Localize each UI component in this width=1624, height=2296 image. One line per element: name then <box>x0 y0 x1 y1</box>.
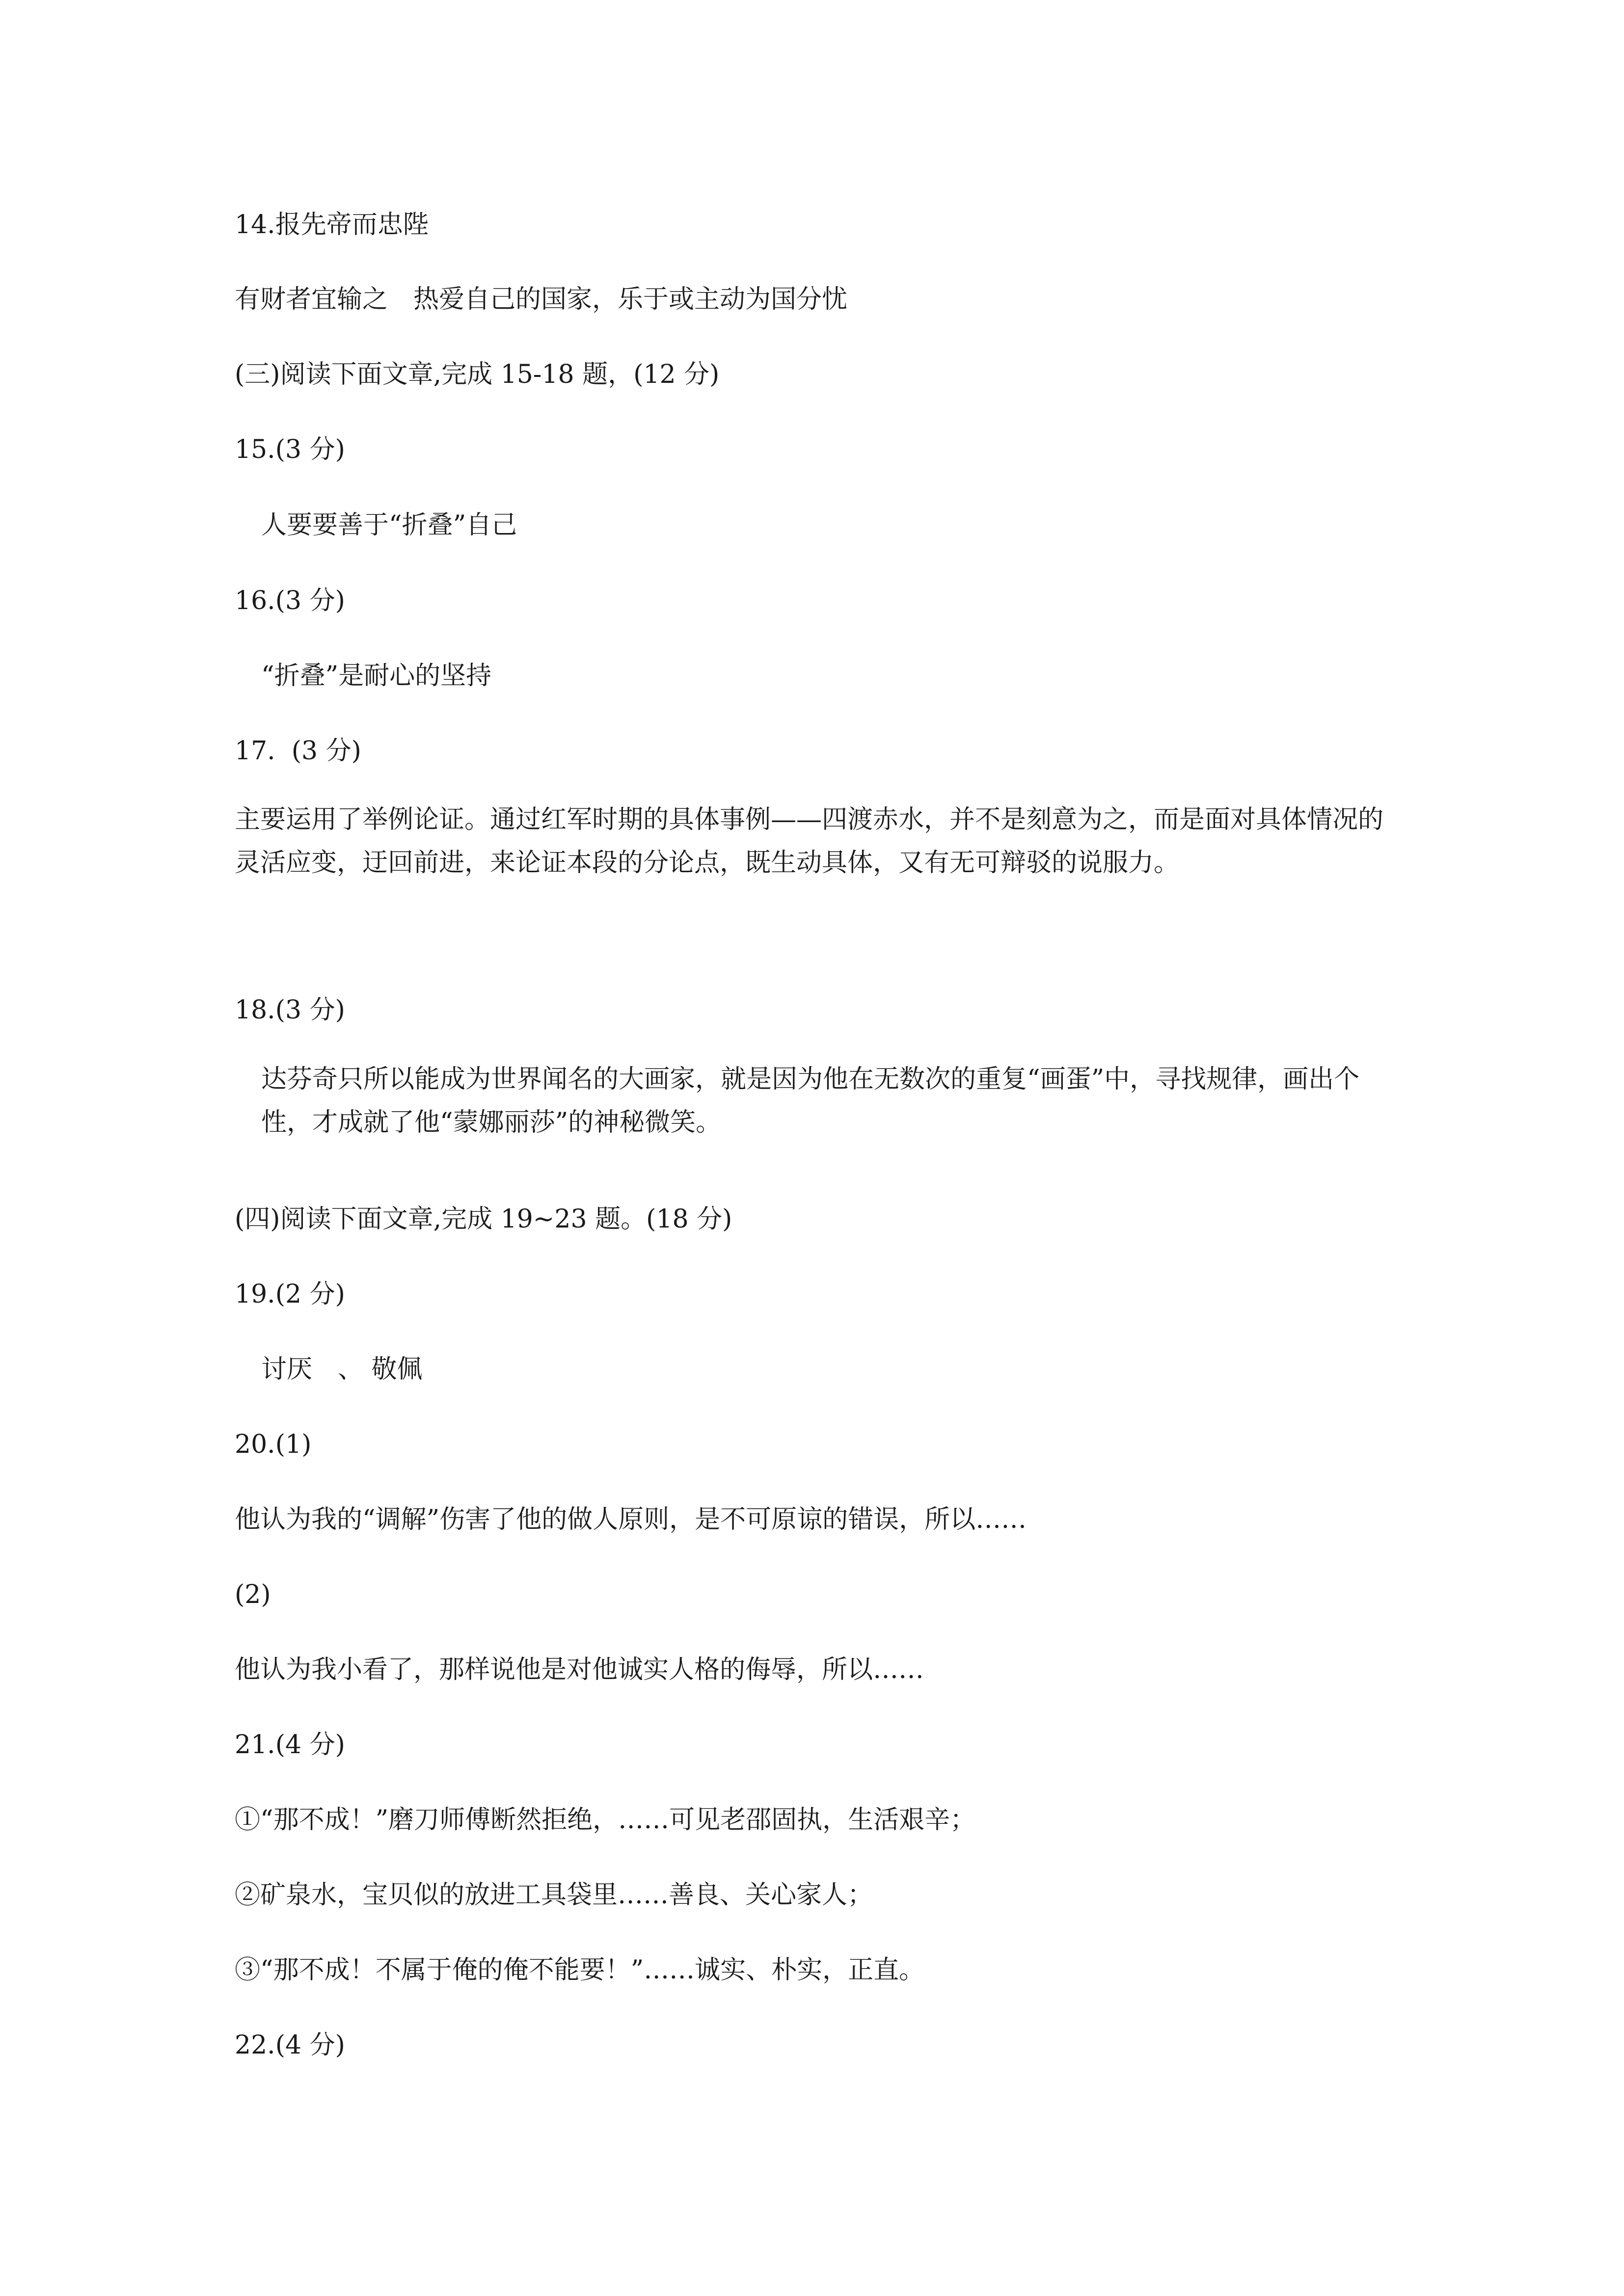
answer-21-item-1: ①“那不成！”磨刀师傅断然拒绝，……可见老邵固执，生活艰辛； <box>235 1805 976 1835</box>
question-20-1-label: 20.(1) <box>235 1430 312 1459</box>
question-19-label: 19.(2 分) <box>235 1280 345 1309</box>
answer-20-1: 他认为我的“调解”伤害了他的做人原则，是不可原谅的错误，所以…… <box>235 1505 1027 1534</box>
answer-21-item-3: ③“那不成！不属于俺的俺不能要！”……诚实、朴实，正直。 <box>235 1955 925 1985</box>
answer-18: 达芬奇只所以能成为世界闻名的大画家，就是因为他在无数次的重复“画蛋”中，寻找规律，画出个性，才成就了他“蒙娜丽莎”的神秘微笑。 <box>261 1065 1360 1137</box>
question-21-label: 21.(4 分) <box>235 1730 345 1760</box>
answer-16: “折叠”是耐心的坚持 <box>261 661 492 691</box>
question-22-label: 22.(4 分) <box>235 2030 345 2060</box>
answer-14-heading: 14.报先帝而忠陛 <box>235 210 429 240</box>
question-18-label: 18.(3 分) <box>235 995 345 1025</box>
answer-14-text: 有财者宜输之 热爱自己的国家，乐于或主动为国分忧 <box>235 285 848 314</box>
question-15-label: 15.(3 分) <box>235 435 345 464</box>
answer-17: 主要运用了举例论证。通过红军时期的具体事例——四渡赤水，并不是刻意为之，而是面对具体情况的灵活应变，迂回前进，来论证本段的分论点，既生动具体，又有无可辩驳的说服力。 <box>235 805 1384 878</box>
section-3-heading: (三)阅读下面文章,完成 15-18 题，(12 分) <box>235 360 720 389</box>
answer-21-item-2: ②矿泉水，宝贝似的放进工具袋里……善良、关心家人； <box>235 1880 873 1910</box>
section-4-heading: (四)阅读下面文章,完成 19~23 题。(18 分) <box>235 1204 732 1234</box>
answer-20-2: 他认为我小看了，那样说他是对他诚实人格的侮辱，所以…… <box>235 1655 924 1684</box>
question-20-2-label: (2) <box>235 1580 271 1609</box>
answer-15: 人要要善于“折叠”自己 <box>261 510 517 540</box>
question-17-label: 17. (3 分) <box>235 736 361 766</box>
answer-19: 讨厌 、 敬佩 <box>261 1355 423 1384</box>
question-16-label: 16.(3 分) <box>235 586 345 615</box>
